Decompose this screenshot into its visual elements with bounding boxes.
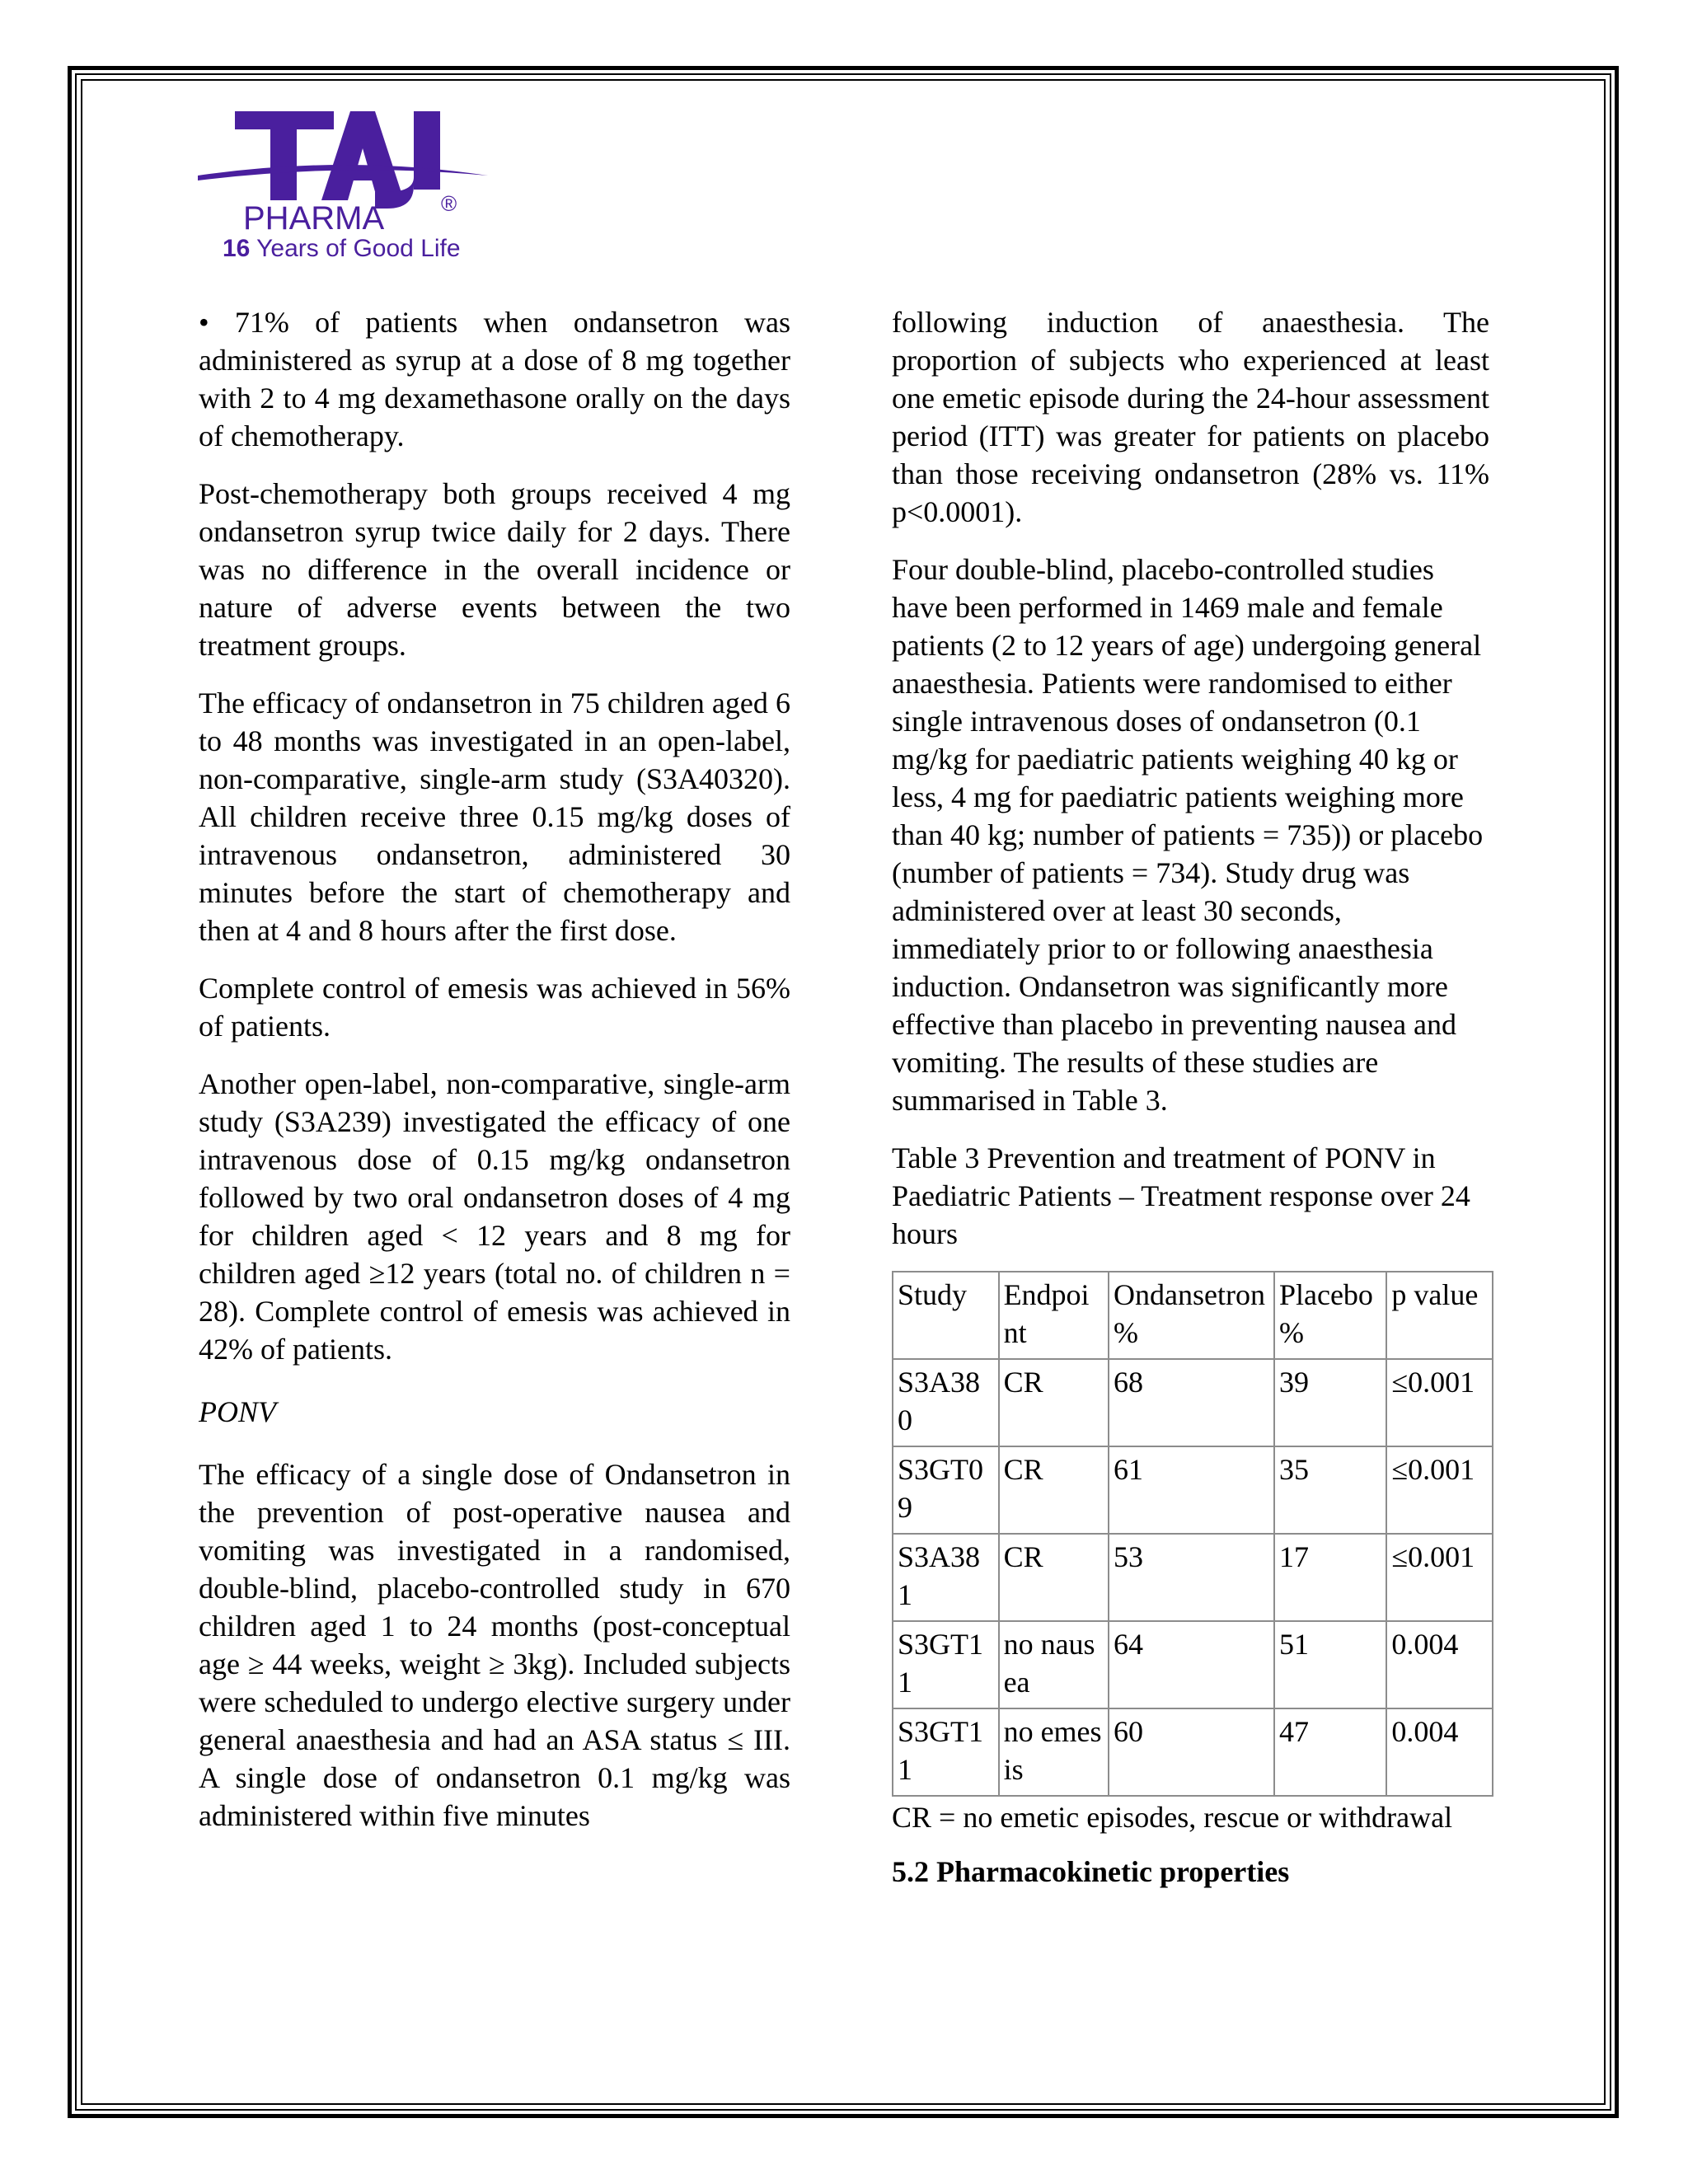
table-row <box>893 1359 1493 1446</box>
table-row <box>893 1708 1493 1796</box>
taj-logo-mark-icon <box>198 103 511 210</box>
logo-tagline <box>223 235 461 263</box>
company-logo <box>198 103 511 268</box>
bullet-paragraph: • 71% of patients when ondansetron was administered as syrup at a dose of 8 mg together with 2 to 4 mg dexamethasone orally on the days of chemotherapy. <box>199 306 790 452</box>
table-header-row <box>893 1272 1493 1359</box>
table-cell: 64 <box>1109 1621 1274 1708</box>
table-cell: 0.004 <box>1386 1621 1493 1708</box>
table-header-cell: Placebo % <box>1274 1272 1386 1359</box>
table-cell: ≤0.001 <box>1386 1446 1493 1534</box>
table-cell: 60 <box>1109 1708 1274 1796</box>
paragraph-four-studies: Four double-blind, placebo-controlled studies have been performed in 1469 male and female patients (2 to 12 years of age) undergoing general anaesthesia. Patients were randomised to either single intravenous doses of ondansetron (0.1 mg/kg for paediatric patients weighing 40 kg or less, 4 mg for paediatric patients weighing more than 40 kg; number of patients = 735)) or placebo (number of patients = 734). Study drug was administered over at least 30 seconds, immediately prior to or following anaesthesia induction. Ondansetron was significantly more effective than placebo in preventing nausea and vomiting. The results of these studies are summarised in Table 3. <box>892 553 1484 1117</box>
table-cell: no nausea <box>999 1621 1109 1708</box>
table-cell: S3A380 <box>893 1359 999 1446</box>
table-cell: 51 <box>1274 1621 1386 1708</box>
table-cell: 61 <box>1109 1446 1274 1534</box>
paragraph-open-label-study: Another open-label, non-comparative, single-arm study (S3A239) investigated the efficacy of one intravenous dose of 0.15 mg/kg ondansetron followed by two oral ondansetron doses of 4 mg for children aged < 12 years and 8 mg for children aged ≥12 years (total no. of children n = 28). Complete control of emesis was achieved in 42% of patients. <box>199 1067 790 1366</box>
table-cell: S3GT11 <box>893 1708 999 1796</box>
table-header-cell: Study <box>893 1272 999 1359</box>
table-row <box>893 1621 1493 1708</box>
table-row <box>893 1534 1493 1621</box>
table-cell: CR <box>999 1359 1109 1446</box>
table-cell: 68 <box>1109 1359 1274 1446</box>
table-cell: CR <box>999 1446 1109 1534</box>
table-header-cell: Endpoint <box>999 1272 1109 1359</box>
table-cell: 39 <box>1274 1359 1386 1446</box>
left-column <box>199 303 790 1854</box>
table-cell: ≤0.001 <box>1386 1359 1493 1446</box>
logo-registered-mark: ® <box>441 191 457 216</box>
table-cell: S3GT09 <box>893 1446 999 1534</box>
paragraph-efficacy-75-children: The efficacy of ondansetron in 75 children aged 6 to 48 months was investigated in an open-label, non-comparative, single-arm study (S3A40320). All children receive three 0.15 mg/kg doses of intravenous ondansetron, administered 30 minutes before the start of chemotherapy and then at 4 and 8 hours after the first dose. <box>199 687 790 947</box>
table-cell: 0.004 <box>1386 1708 1493 1796</box>
table-header-cell: p value <box>1386 1272 1493 1359</box>
paragraph-ponv-efficacy: The efficacy of a single dose of Ondansetron in the prevention of post-operative nausea and vomiting was investigated in a randomised, double-blind, placebo-controlled study in 670 children aged 1 to 24 months (post-conceptual age ≥ 44 weeks, weight ≥ 3kg). Included subjects were scheduled to undergo elective surgery under general anaesthesia and had an ASA status ≤ III. A single dose of ondansetron 0.1 mg/kg was administered within five minutes <box>199 1458 790 1832</box>
table-cell: 53 <box>1109 1534 1274 1621</box>
section-heading-pharmacokinetics: 5.2 Pharmacokinetic properties <box>892 1855 1290 1888</box>
logo-pharma-text: PHARMA <box>243 200 385 237</box>
table-footnote: CR = no emetic episodes, rescue or withdrawal <box>892 1801 1453 1834</box>
paragraph-complete-control-56: Complete control of emesis was achieved in 56% of patients. <box>199 972 790 1043</box>
table-caption: Table 3 Prevention and treatment of PONV in Paediatric Patients – Treatment response over 24 hours <box>892 1141 1470 1250</box>
logo-tagline-text: Years of Good Life <box>250 235 461 262</box>
results-table <box>892 1271 1493 1797</box>
table-header-cell: Ondansetron % <box>1109 1272 1274 1359</box>
table-cell: 35 <box>1274 1446 1386 1534</box>
logo-tagline-number: 16 <box>223 235 251 262</box>
ponv-subheading: PONV <box>199 1395 276 1428</box>
table-cell: S3GT11 <box>893 1621 999 1708</box>
table-cell: 17 <box>1274 1534 1386 1621</box>
table-cell: 47 <box>1274 1708 1386 1796</box>
table-cell: ≤0.001 <box>1386 1534 1493 1621</box>
paragraph-post-chemotherapy: Post-chemotherapy both groups received 4 mg ondansetron syrup twice daily for 2 days. There was no difference in the overall incidence or nature of adverse events between the two treatment groups. <box>199 477 790 662</box>
table-cell: S3A381 <box>893 1534 999 1621</box>
table-cell: CR <box>999 1534 1109 1621</box>
table-cell: no emesis <box>999 1708 1109 1796</box>
table-row <box>893 1446 1493 1534</box>
right-column <box>892 303 1489 1910</box>
paragraph-induction-anaesthesia: following induction of anaesthesia. The proportion of subjects who experienced at least one emetic episode during the 24-hour assessment period (ITT) was greater for patients on placebo than those receiving ondansetron (28% vs. 11% p<0.0001). <box>892 306 1489 528</box>
